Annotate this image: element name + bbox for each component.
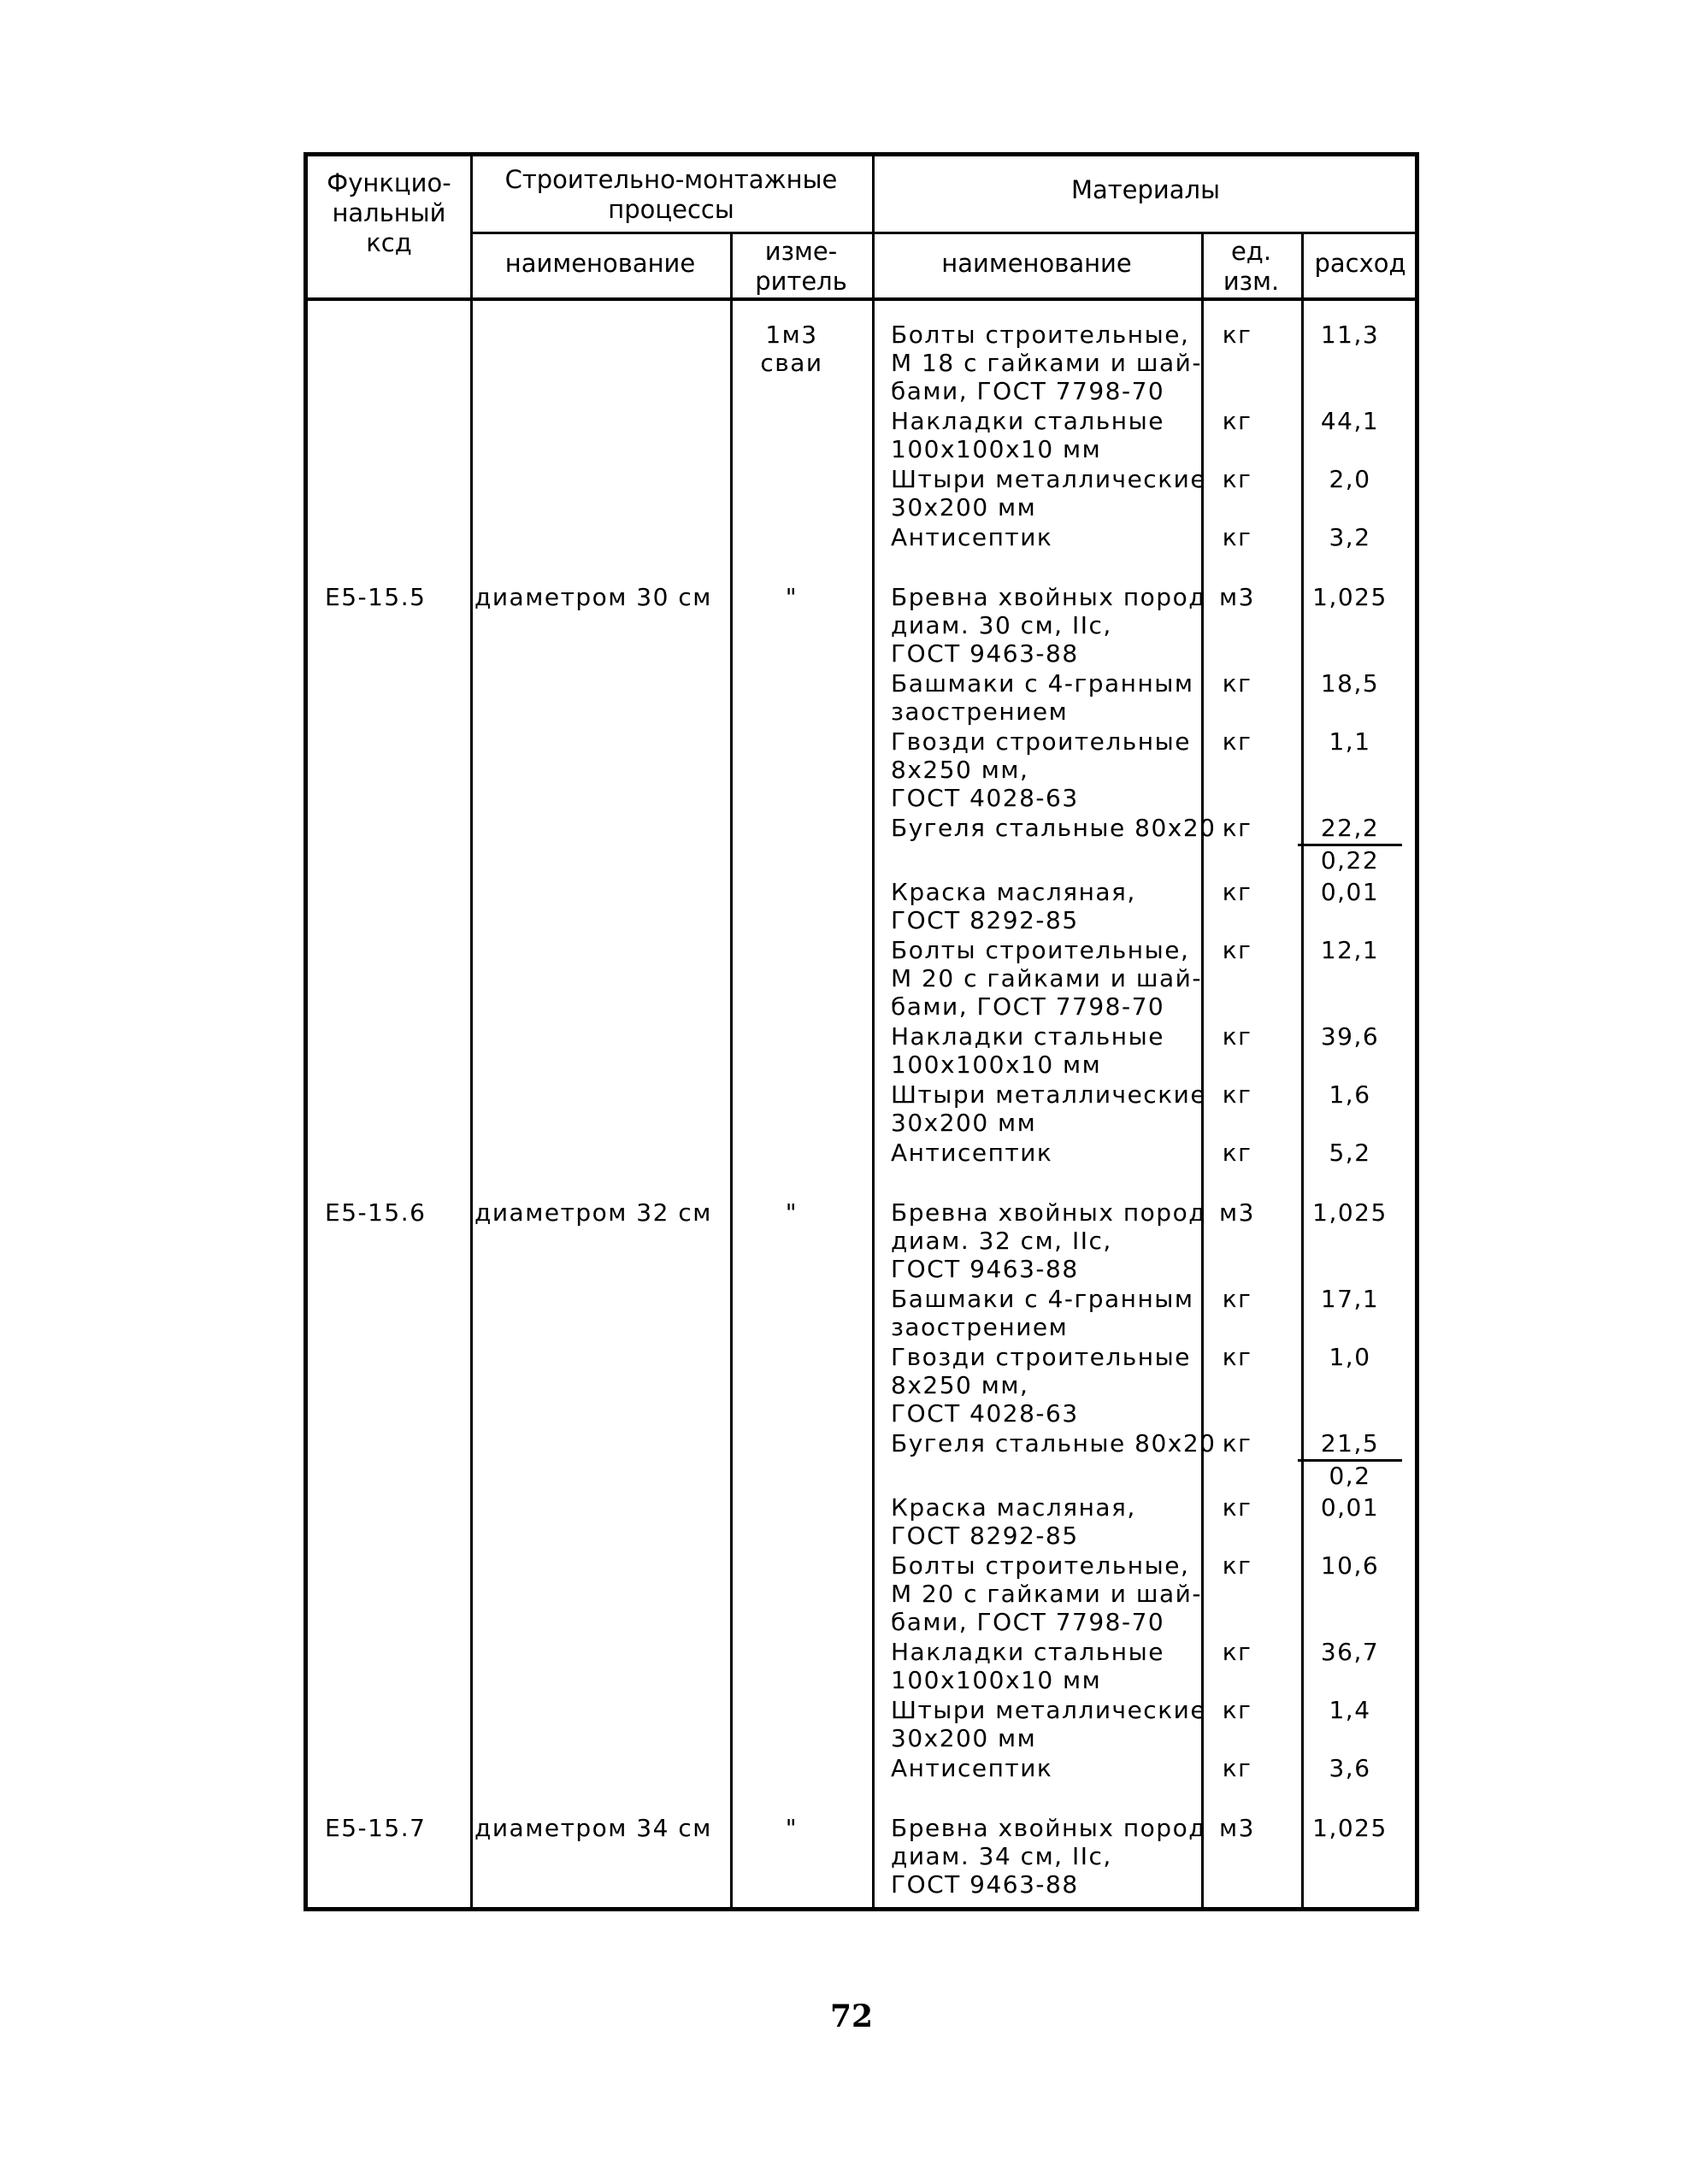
- qty-denominator: 0,2: [1329, 1462, 1371, 1490]
- qty-numerator: 22,2: [1298, 814, 1402, 846]
- material-name-line: Накладки стальные: [891, 407, 1164, 435]
- process-unit-line: ": [785, 1814, 798, 1842]
- material-name: [891, 1493, 1136, 1550]
- process-name: диаметром 32 см: [474, 1198, 712, 1227]
- material-name-line: Накладки стальные: [891, 1638, 1164, 1666]
- material-qty: 1,025: [1312, 583, 1388, 611]
- material-qty: 11,3: [1320, 321, 1380, 349]
- material-unit: кг: [1222, 1638, 1252, 1666]
- material-name-line: 100х100х10 мм: [891, 435, 1102, 463]
- header-bottom-border: [308, 297, 1419, 301]
- material-name: [891, 814, 1217, 842]
- material-name: [891, 669, 1193, 726]
- material-name: [891, 1814, 1206, 1898]
- process-unit-line: сваи: [760, 349, 823, 377]
- material-unit: кг: [1222, 814, 1252, 842]
- kcd-code: Е5-15.7: [325, 1814, 427, 1842]
- process-name: диаметром 34 см: [474, 1814, 712, 1842]
- material-name: [891, 465, 1206, 521]
- material-unit: кг: [1222, 1343, 1252, 1371]
- material-name-line: Краска масляная,: [891, 1493, 1136, 1522]
- material-name-line: Башмаки с 4-гранным: [891, 669, 1194, 698]
- header-code: Функцио- нальный ксд: [327, 168, 451, 257]
- material-name: [891, 1638, 1164, 1694]
- material-qty: 1,025: [1312, 1198, 1388, 1227]
- material-name-line: 30х200 мм: [891, 1109, 1037, 1137]
- material-name-line: Болты строительные,: [891, 1551, 1190, 1580]
- material-qty: 17,1: [1320, 1285, 1380, 1313]
- material-unit: м3: [1219, 583, 1255, 611]
- material-name: [891, 583, 1206, 668]
- material-name-line: Штыри металлические: [891, 1696, 1207, 1724]
- material-name-line: 8х250 мм,: [891, 756, 1029, 784]
- material-name-line: М 18 с гайками и шай-: [891, 349, 1202, 377]
- material-name: [891, 1139, 1052, 1167]
- material-name: [891, 1551, 1202, 1636]
- process-unit: [732, 321, 852, 377]
- material-name-line: Антисептик: [891, 1754, 1053, 1782]
- material-qty: 1,6: [1329, 1080, 1371, 1109]
- process-unit-line: 1м3: [765, 321, 818, 349]
- header-processes-group: Строительно-монтажные процессы: [504, 165, 838, 224]
- material-qty: 5,2: [1329, 1139, 1371, 1167]
- material-qty: [1298, 814, 1402, 874]
- material-name-line: бами, ГОСТ 7798-70: [891, 377, 1165, 405]
- material-name-line: Бревна хвойных пород: [891, 1814, 1207, 1842]
- material-qty: [1298, 1429, 1402, 1490]
- material-qty: 0,01: [1320, 878, 1380, 906]
- kcd-code: Е5-15.6: [325, 1198, 427, 1227]
- material-name: [891, 1429, 1217, 1457]
- material-qty: 2,0: [1329, 465, 1371, 493]
- material-unit: м3: [1219, 1814, 1255, 1842]
- process-unit-line: ": [785, 583, 798, 611]
- material-name-line: Бугеля стальные 80х20: [891, 1429, 1217, 1457]
- material-name-line: ГОСТ 4028-63: [891, 784, 1079, 812]
- material-name-line: ГОСТ 9463-88: [891, 639, 1079, 668]
- material-unit: кг: [1222, 936, 1252, 964]
- material-name: [891, 321, 1202, 405]
- material-name-line: 30х200 мм: [891, 1724, 1037, 1752]
- material-qty: 3,2: [1329, 523, 1371, 551]
- material-qty: 39,6: [1320, 1022, 1380, 1051]
- material-name-line: Краска масляная,: [891, 878, 1136, 906]
- kcd-code: Е5-15.5: [325, 583, 427, 611]
- header-materials-group: Материалы: [1071, 175, 1220, 204]
- material-name-line: ГОСТ 8292-85: [891, 1522, 1079, 1550]
- material-name-line: 100х100х10 мм: [891, 1051, 1102, 1079]
- material-qty: 36,7: [1320, 1638, 1380, 1666]
- material-name: [891, 1080, 1206, 1137]
- material-name-line: Бревна хвойных пород: [891, 583, 1207, 611]
- process-unit-line: ": [785, 1198, 798, 1227]
- column-divider: [730, 233, 733, 1907]
- material-name-line: ГОСТ 4028-63: [891, 1399, 1079, 1428]
- material-name-line: Гвозди строительные: [891, 1343, 1191, 1371]
- header-material-qty: расход: [1314, 249, 1406, 278]
- material-name-line: Штыри металлические: [891, 465, 1207, 493]
- material-unit: кг: [1222, 1022, 1252, 1051]
- process-unit: [732, 1198, 852, 1227]
- material-name-line: Антисептик: [891, 1139, 1053, 1167]
- material-name-line: Штыри металлические: [891, 1080, 1207, 1109]
- material-name-line: заострением: [891, 1313, 1069, 1341]
- process-unit: [732, 1814, 852, 1842]
- material-name: [891, 1198, 1206, 1283]
- material-unit: кг: [1222, 1429, 1252, 1457]
- material-name: [891, 727, 1191, 812]
- material-name-line: Болты строительные,: [891, 936, 1190, 964]
- material-qty: 12,1: [1320, 936, 1380, 964]
- material-name-line: ГОСТ 8292-85: [891, 906, 1079, 934]
- material-name: [891, 936, 1202, 1021]
- process-name: диаметром 30 см: [474, 583, 712, 611]
- material-name: [891, 1022, 1164, 1079]
- material-name-line: Накладки стальные: [891, 1022, 1164, 1051]
- material-name-line: бами, ГОСТ 7798-70: [891, 992, 1165, 1021]
- norms-table: [303, 152, 1419, 1911]
- material-name-line: 100х100х10 мм: [891, 1666, 1102, 1694]
- material-qty: 44,1: [1320, 407, 1380, 435]
- material-qty: 1,0: [1329, 1343, 1371, 1371]
- column-divider: [872, 156, 875, 1907]
- material-qty: 1,4: [1329, 1696, 1371, 1724]
- material-name: [891, 878, 1136, 934]
- material-unit: кг: [1222, 1551, 1252, 1580]
- material-name: [891, 523, 1052, 551]
- material-name-line: М 20 с гайками и шай-: [891, 964, 1202, 992]
- material-name-line: бами, ГОСТ 7798-70: [891, 1608, 1165, 1636]
- header-divider: [470, 232, 1419, 234]
- material-qty: 10,6: [1320, 1551, 1380, 1580]
- material-qty: 0,01: [1320, 1493, 1380, 1522]
- material-name-line: 30х200 мм: [891, 493, 1037, 521]
- material-unit: кг: [1222, 523, 1252, 551]
- material-unit: кг: [1222, 1754, 1252, 1782]
- material-name-line: ГОСТ 9463-88: [891, 1255, 1079, 1283]
- header-process-unit: изме- ритель: [755, 237, 847, 296]
- material-qty: 1,025: [1312, 1814, 1388, 1842]
- qty-numerator: 21,5: [1298, 1429, 1402, 1462]
- material-name: [891, 407, 1164, 463]
- material-name-line: заострением: [891, 698, 1069, 726]
- material-unit: кг: [1222, 1139, 1252, 1167]
- material-unit: кг: [1222, 1285, 1252, 1313]
- header-material-name: наименование: [941, 249, 1132, 278]
- qty-denominator: 0,22: [1320, 846, 1380, 874]
- material-name-line: Антисептик: [891, 523, 1053, 551]
- material-qty: 1,1: [1329, 727, 1371, 756]
- page-number: 72: [829, 1999, 874, 2034]
- material-name-line: Башмаки с 4-гранным: [891, 1285, 1194, 1313]
- material-name-line: диам. 30 см, IIс,: [891, 611, 1112, 639]
- material-name-line: 8х250 мм,: [891, 1371, 1029, 1399]
- material-name-line: диам. 32 см, IIс,: [891, 1227, 1112, 1255]
- process-unit: [732, 583, 852, 611]
- material-unit: кг: [1222, 465, 1252, 493]
- material-unit: кг: [1222, 1493, 1252, 1522]
- material-qty: 3,6: [1329, 1754, 1371, 1782]
- material-unit: кг: [1222, 669, 1252, 698]
- material-name-line: Болты строительные,: [891, 321, 1190, 349]
- material-unit: м3: [1219, 1198, 1255, 1227]
- column-divider: [470, 156, 473, 1907]
- material-unit: кг: [1222, 321, 1252, 349]
- material-qty: 18,5: [1320, 669, 1380, 698]
- header-material-unit: ед. изм.: [1223, 237, 1280, 296]
- material-unit: кг: [1222, 1080, 1252, 1109]
- material-name: [891, 1285, 1193, 1341]
- material-name-line: ГОСТ 9463-88: [891, 1870, 1079, 1898]
- material-unit: кг: [1222, 878, 1252, 906]
- material-name: [891, 1343, 1191, 1428]
- material-unit: кг: [1222, 727, 1252, 756]
- material-name: [891, 1754, 1052, 1782]
- material-unit: кг: [1222, 407, 1252, 435]
- material-unit: кг: [1222, 1696, 1252, 1724]
- material-name-line: Бугеля стальные 80х20: [891, 814, 1217, 842]
- header-process-name: наименование: [504, 249, 696, 278]
- material-name: [891, 1696, 1206, 1752]
- material-name-line: диам. 34 см, IIс,: [891, 1842, 1112, 1870]
- material-name-line: М 20 с гайками и шай-: [891, 1580, 1202, 1608]
- material-name-line: Гвозди строительные: [891, 727, 1191, 756]
- material-name-line: Бревна хвойных пород: [891, 1198, 1207, 1227]
